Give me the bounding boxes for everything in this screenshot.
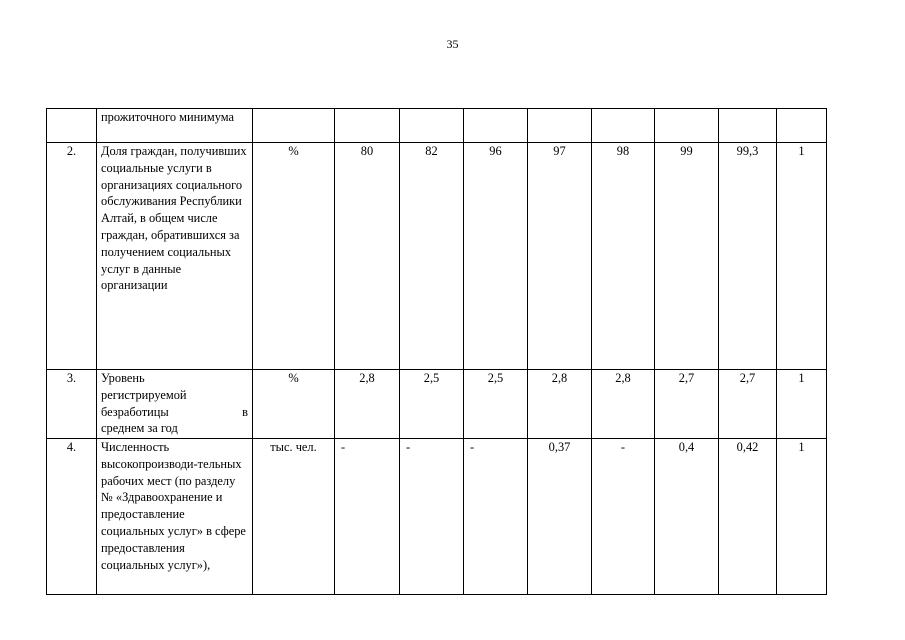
value-cell xyxy=(464,109,528,143)
page-number: 35 xyxy=(446,37,459,51)
value-cell: 82 xyxy=(400,143,464,370)
unit-cell: % xyxy=(253,143,335,370)
indicator-name-word: безработицы xyxy=(101,404,169,419)
row-number: 4. xyxy=(47,439,97,595)
indicator-name-line: среднем за год xyxy=(101,421,178,436)
value-cell: 2,5 xyxy=(400,370,464,439)
value-cell: 1 xyxy=(777,143,827,370)
table-row xyxy=(47,143,827,370)
indicator-name: Доля граждан, получивших социальные услуги в организациях социального обслуживания Республики Алтай, в общем числе граждан, обратившихся за получением социальных услуг в данные организации xyxy=(97,143,253,370)
indicator-name-line xyxy=(101,404,248,421)
value-cell: 2,8 xyxy=(528,370,592,439)
value-cell xyxy=(335,109,400,143)
table-row xyxy=(47,370,827,439)
value-cell xyxy=(592,109,655,143)
indicator-name xyxy=(97,370,253,439)
value-cell: 96 xyxy=(464,143,528,370)
value-cell xyxy=(400,109,464,143)
value-cell: 98 xyxy=(592,143,655,370)
value-cell xyxy=(777,109,827,143)
value-cell: 0,37 xyxy=(528,439,592,595)
value-cell: 2,8 xyxy=(592,370,655,439)
table-row xyxy=(47,109,827,143)
row-number xyxy=(47,109,97,143)
indicator-name: прожиточного минимума xyxy=(97,109,253,143)
indicator-name-line: Уровень xyxy=(101,371,145,385)
value-cell: 97 xyxy=(528,143,592,370)
row-number: 2. xyxy=(47,143,97,370)
row-number: 3. xyxy=(47,370,97,439)
value-cell: 1 xyxy=(777,370,827,439)
value-cell: - xyxy=(592,439,655,595)
value-cell: - xyxy=(335,439,400,595)
value-cell: - xyxy=(464,439,528,595)
value-cell: 2,8 xyxy=(335,370,400,439)
value-cell: 2,7 xyxy=(655,370,719,439)
value-cell: 2,7 xyxy=(719,370,777,439)
unit-cell: % xyxy=(253,370,335,439)
value-cell: 1 xyxy=(777,439,827,595)
indicators-table xyxy=(46,108,827,595)
table-row xyxy=(47,439,827,595)
value-cell: 99,3 xyxy=(719,143,777,370)
indicator-name-word: в xyxy=(242,404,248,419)
value-cell xyxy=(719,109,777,143)
indicator-name: Численность высокопроизводи-тельных рабочих мест (по разделу № «Здравоохранение и предоставление социальных услуг» в сфере предоставления социальных услуг»), xyxy=(97,439,253,595)
unit-cell: тыс. чел. xyxy=(253,439,335,595)
indicator-name-line: регистрируемой xyxy=(101,387,187,402)
value-cell: 80 xyxy=(335,143,400,370)
value-cell: - xyxy=(400,439,464,595)
value-cell: 0,42 xyxy=(719,439,777,595)
value-cell xyxy=(528,109,592,143)
value-cell xyxy=(655,109,719,143)
value-cell: 0,4 xyxy=(655,439,719,595)
value-cell: 99 xyxy=(655,143,719,370)
value-cell: 2,5 xyxy=(464,370,528,439)
unit-cell xyxy=(253,109,335,143)
